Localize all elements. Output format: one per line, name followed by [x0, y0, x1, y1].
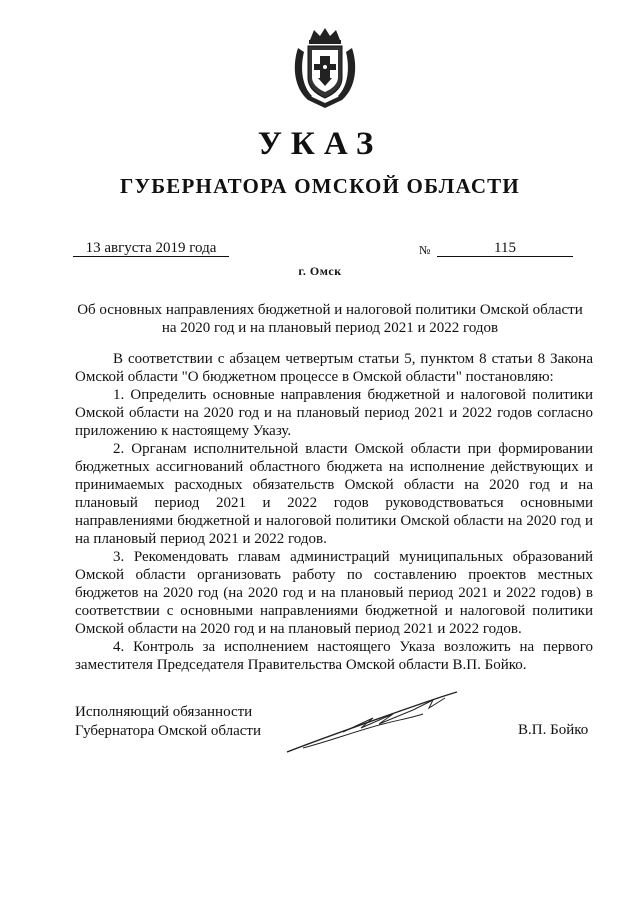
- signer-name: В.П. Бойко: [518, 722, 589, 738]
- preamble-paragraph: В соответствии с абзацем четвертым статьи 5, пунктом 8 статьи 8 Закона Омской области "О бюджетном процессе в Омской области" постановляю:: [75, 351, 593, 385]
- handwritten-signature-icon: [283, 688, 463, 758]
- signer-position-line-2: Губернатора Омской области: [75, 723, 261, 739]
- coat-of-arms-icon: [290, 26, 360, 110]
- clause-2: 2. Органам исполнительной власти Омской области при формировании бюджетных ассигнований областного бюджета на исполнение действующих и принимаемых расходных обязательств Омской области на 2020 год и на плановый период 2021 и 2022 годов руководствоваться основными направлениями бюджетной и налоговой политики Омской области на 2020 год и на плановый период 2021 и 2022 годов.: [75, 441, 593, 547]
- signer-position: [75, 703, 261, 741]
- clause-1: 1. Определить основные направления бюджетной и налоговой политики Омской области на 2020 год и на плановый период 2021 и 2022 годов согласно приложению к настоящему Указу.: [75, 387, 593, 439]
- clause-3: 3. Рекомендовать главам администраций муниципальных образований Омской области организовать работу по составлению проектов местных бюджетов на 2020 год (на 2020 год и на плановый период 2021 и 2022 годов) в соответствии с основными направлениями бюджетной и налоговой политики Омской области на 2020 год и на плановый период 2021 и 2022 годов.: [75, 549, 593, 637]
- heading-line-2: на 2020 год и на плановый период 2021 и 2022 годов: [161, 320, 499, 336]
- signer-position-line-1: Исполняющий обязанности: [75, 704, 253, 720]
- clause-4: 4. Контроль за исполнением настоящего Указа возложить на первого заместителя Председателя Правительства Омской области В.П. Бойко.: [75, 639, 593, 673]
- document-city: г. Омск: [298, 264, 342, 278]
- document-heading: [70, 301, 590, 337]
- document-subtitle: ГУБЕРНАТОРА ОМСКОЙ ОБЛАСТИ: [120, 174, 520, 198]
- heading-line-1: Об основных направлениях бюджетной и налоговой политики Омской области: [77, 302, 583, 318]
- document-number: 115: [437, 240, 573, 257]
- document-title: УКАЗ: [257, 126, 383, 162]
- document-body: [75, 350, 593, 674]
- document-date: 13 августа 2019 года: [73, 240, 229, 257]
- document-number-label: №: [419, 243, 431, 257]
